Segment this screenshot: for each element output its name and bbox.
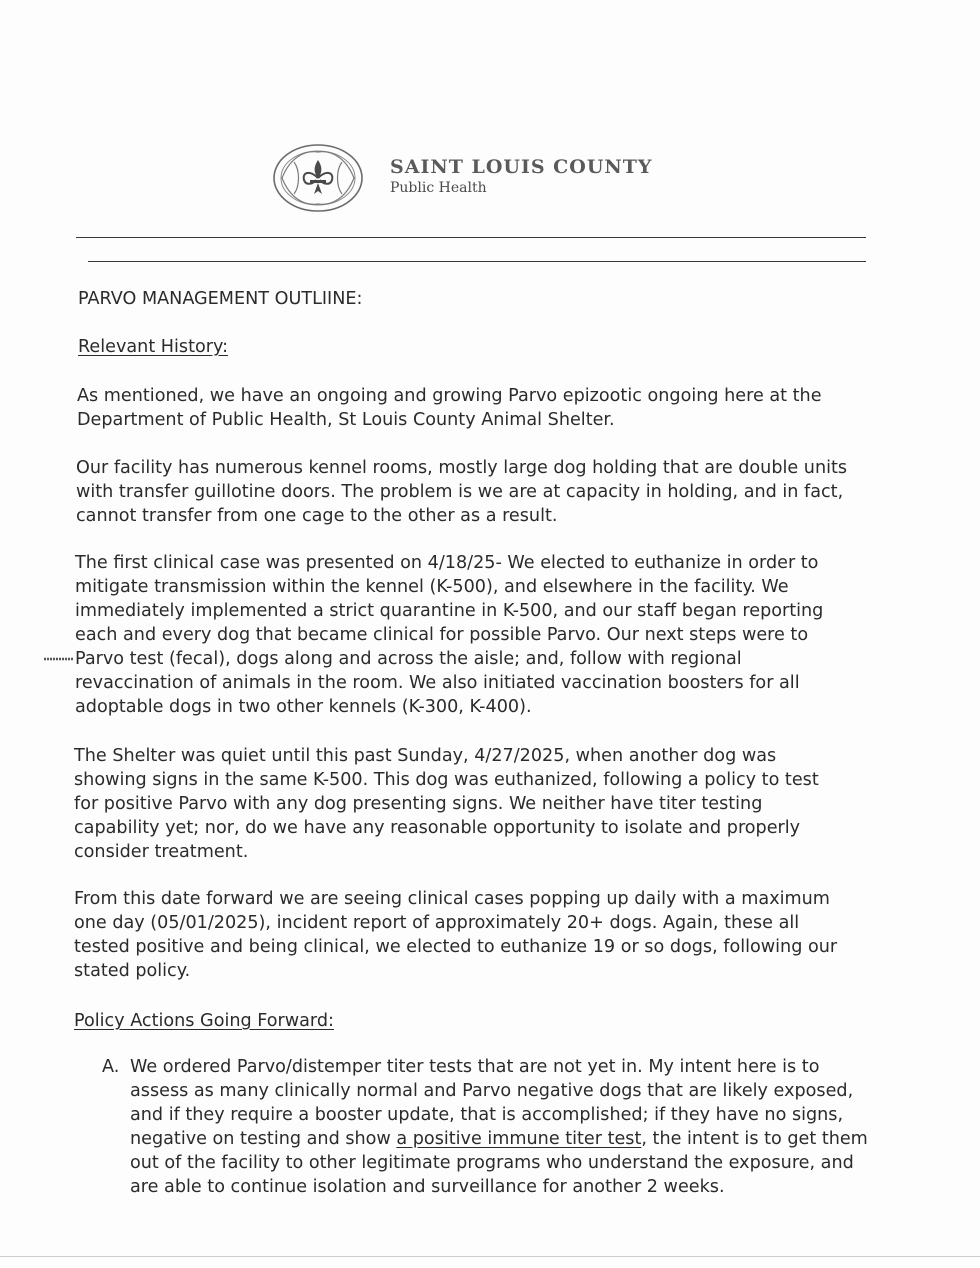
- list-text-after: , the intent is to get them out of the facility to other legitimate programs who understand the exposure, and are able to continue isolation and surveillance for another 2 weeks.: [130, 1129, 868, 1197]
- paragraph: The first clinical case was presented on 4/18/25- We elected to euthanize in order to mitigate transmission within the kennel (K-500), and elsewhere in the facility. We immediately implemented a strict quarantine in K-500, and our staff began reporting each and every dog that became clinical for possible Parvo. Our next steps were to Parvo test (fecal), dogs along and across the aisle; and, follow with regional revaccination of animals in the room. We also initiated vaccination boosters for all adoptable dogs in two other kennels (K-300, K-400).: [75, 553, 824, 717]
- section-heading-policy: Policy Actions Going Forward:: [74, 1011, 334, 1031]
- paragraph: As mentioned, we have an ongoing and growing Parvo epizootic ongoing here at the Department of Public Health, St Louis County Animal Shelter.: [77, 386, 822, 430]
- page-edge-line: [0, 1256, 980, 1257]
- divider-top: [76, 237, 866, 238]
- ink-smudge-mark: [44, 656, 74, 662]
- list-text-underlined: a positive immune titer test: [396, 1129, 642, 1149]
- list-marker: A.: [102, 1057, 120, 1077]
- document-title: PARVO MANAGEMENT OUTLIINE:: [78, 289, 363, 309]
- list-text-before: We ordered Parvo/distemper titer tests that are not yet in. My intent here is to assess as many clinically normal and Parvo negative dogs that are likely exposed, and if they require a booster update, that is accomplished; if they have no signs, negative on testing and show: [130, 1057, 854, 1149]
- paragraph: From this date forward we are seeing clinical cases popping up daily with a maximum one day (05/01/2025), incident report of approximately 20+ dogs. Again, these all tested positive and being clinical, we elected to euthanize 19 or so dogs, following our stated policy.: [74, 889, 838, 981]
- fleur-de-lis-seal-icon: [270, 140, 366, 216]
- divider-bottom: [88, 261, 866, 262]
- list-item-text: [130, 1055, 870, 1199]
- paragraph: The Shelter was quiet until this past Sunday, 4/27/2025, when another dog was showing signs in the same K-500. This dog was euthanized, following a policy to test for positive Parvo with any dog presenting signs. We neither have titer testing capability yet; nor, do we have any reasonable opportunity to isolate and properly consider treatment.: [74, 746, 819, 862]
- org-subtitle: Public Health: [390, 180, 487, 196]
- letterhead: [270, 140, 690, 216]
- paragraph: Our facility has numerous kennel rooms, mostly large dog holding that are double units with transfer guillotine doors. The problem is we are at capacity in holding, and in fact, cannot transfer from one cage to the other as a result.: [76, 458, 848, 526]
- org-name: SAINT LOUIS COUNTY: [390, 156, 653, 178]
- section-heading-history: Relevant History:: [78, 337, 229, 357]
